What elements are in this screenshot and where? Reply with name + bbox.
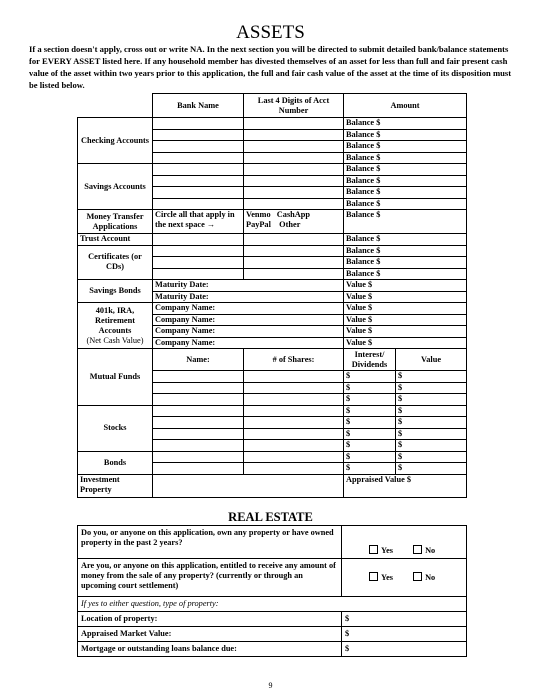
bond-shares-2[interactable]	[244, 463, 344, 475]
checking-acct-digits-1[interactable]	[244, 118, 344, 130]
cd-bank-name-3[interactable]	[153, 268, 244, 280]
fund-name-1[interactable]	[153, 371, 244, 383]
real-estate-table	[77, 525, 467, 657]
page-number: 9	[268, 681, 273, 690]
retirement-company-4[interactable]: Company Name:	[153, 337, 344, 349]
no-checkbox-2[interactable]	[413, 573, 435, 582]
yes-label: Yes	[381, 573, 393, 582]
stock-value-2[interactable]: $	[396, 417, 467, 429]
bond-shares-1[interactable]	[244, 451, 344, 463]
checking-bank-name-2[interactable]	[153, 129, 244, 141]
stock-name-4[interactable]	[153, 440, 244, 452]
investment-property-details[interactable]	[153, 474, 344, 497]
cd-balance-3[interactable]: Balance $	[344, 268, 467, 280]
yes-checkbox-1[interactable]	[369, 546, 393, 555]
mortgage-balance-label: Mortgage or outstanding loans balance due:	[78, 642, 342, 657]
savings-acct-digits-1[interactable]	[244, 164, 344, 176]
yes-checkbox-2[interactable]	[369, 573, 393, 582]
fund-name-3[interactable]	[153, 394, 244, 406]
page-title: ASSETS	[236, 22, 305, 43]
property-type-field[interactable]: If yes to either question, type of property:	[78, 597, 467, 612]
checking-accounts-label: Checking Accounts	[78, 118, 153, 164]
amount-header: Amount	[344, 94, 467, 118]
investment-appraised-value[interactable]: Appraised Value $	[344, 474, 467, 497]
retirement-company-3[interactable]: Company Name:	[153, 326, 344, 338]
blank-corner-cell	[78, 94, 153, 118]
stock-name-2[interactable]	[153, 417, 244, 429]
fund-interest-2[interactable]: $	[344, 382, 396, 394]
bank-name-header: Bank Name	[153, 94, 244, 118]
no-label: No	[425, 573, 436, 582]
property-ownership-answer	[342, 526, 467, 559]
stock-interest-2[interactable]: $	[344, 417, 396, 429]
checking-balance-1[interactable]: Balance $	[344, 118, 467, 130]
interest-column-header: Interest/ Dividends	[344, 349, 396, 371]
fund-shares-2[interactable]	[244, 382, 344, 394]
savings-bank-name-1[interactable]	[153, 164, 244, 176]
retirement-label-text: 401k, IRA, Retirement Accounts	[95, 305, 135, 335]
checkbox-icon[interactable]	[413, 545, 422, 554]
no-checkbox-1[interactable]	[413, 546, 435, 555]
checking-acct-digits-4[interactable]	[244, 152, 344, 164]
checkbox-icon[interactable]	[369, 572, 378, 581]
stock-value-3[interactable]: $	[396, 428, 467, 440]
real-estate-title: REAL ESTATE	[228, 510, 313, 524]
trust-balance[interactable]: Balance $	[344, 234, 467, 246]
savings-accounts-label: Savings Accounts	[78, 164, 153, 210]
money-transfer-apps-cell[interactable]	[244, 210, 344, 234]
bond-row-value-1[interactable]: $	[396, 451, 467, 463]
retirement-company-2[interactable]: Company Name:	[153, 314, 344, 326]
property-sale-question: Are you, or anyone on this application, entitled to receive any amount of money from the sale of any property? (currently or through an upcoming court settlement)	[78, 559, 342, 597]
fund-shares-3[interactable]	[244, 394, 344, 406]
checking-bank-name-4[interactable]	[153, 152, 244, 164]
name-column-header: Name:	[153, 349, 244, 371]
bonds-label: Bonds	[78, 451, 153, 474]
savings-balance-3[interactable]: Balance $	[344, 187, 467, 199]
savings-acct-digits-2[interactable]	[244, 175, 344, 187]
cd-bank-name-1[interactable]	[153, 245, 244, 257]
savings-bank-name-3[interactable]	[153, 187, 244, 199]
savings-acct-digits-4[interactable]	[244, 198, 344, 210]
savings-acct-digits-3[interactable]	[244, 187, 344, 199]
bond-interest-1[interactable]: $	[344, 451, 396, 463]
bond-row-value-2[interactable]: $	[396, 463, 467, 475]
shares-column-header: # of Shares:	[244, 349, 344, 371]
money-transfer-balance[interactable]: Balance $	[344, 210, 467, 234]
checking-balance-3[interactable]: Balance $	[344, 141, 467, 153]
appraised-value-label: Appraised Market Value:	[78, 627, 342, 642]
circle-all-instruction: Circle all that apply in the next space →	[153, 210, 244, 234]
savings-bonds-label: Savings Bonds	[78, 280, 153, 303]
property-ownership-question: Do you, or anyone on this application, own any property or have owned property in the past 2 years?	[78, 526, 342, 559]
property-location-field[interactable]: $	[342, 612, 467, 627]
checkbox-icon[interactable]	[413, 572, 422, 581]
trust-acct-digits[interactable]	[244, 234, 344, 246]
fund-value-3[interactable]: $	[396, 394, 467, 406]
retirement-label	[78, 303, 153, 349]
stocks-label: Stocks	[78, 405, 153, 451]
investment-property-label: Investment Property	[78, 474, 153, 497]
fund-name-2[interactable]	[153, 382, 244, 394]
stock-shares-1[interactable]	[244, 405, 344, 417]
stock-name-3[interactable]	[153, 428, 244, 440]
fund-shares-1[interactable]	[244, 371, 344, 383]
checkbox-icon[interactable]	[369, 545, 378, 554]
trust-account-label: Trust Account	[78, 234, 153, 246]
savings-balance-1[interactable]: Balance $	[344, 164, 467, 176]
checking-bank-name-3[interactable]	[153, 141, 244, 153]
retirement-value-2[interactable]: Value $	[344, 314, 467, 326]
yes-label: Yes	[381, 546, 393, 555]
assets-table	[77, 93, 467, 498]
maturity-date-1[interactable]: Maturity Date:	[153, 280, 344, 292]
checking-balance-2[interactable]: Balance $	[344, 129, 467, 141]
cd-bank-name-2[interactable]	[153, 257, 244, 269]
stock-value-4[interactable]: $	[396, 440, 467, 452]
mutual-funds-label: Mutual Funds	[78, 349, 153, 406]
maturity-date-2[interactable]: Maturity Date:	[153, 291, 344, 303]
savings-balance-4[interactable]: Balance $	[344, 198, 467, 210]
cd-balance-1[interactable]: Balance $	[344, 245, 467, 257]
stock-interest-4[interactable]: $	[344, 440, 396, 452]
stock-interest-1[interactable]: $	[344, 405, 396, 417]
fund-interest-1[interactable]: $	[344, 371, 396, 383]
stock-name-1[interactable]	[153, 405, 244, 417]
savings-bank-name-2[interactable]	[153, 175, 244, 187]
retirement-value-4[interactable]: Value $	[344, 337, 467, 349]
retirement-company-1[interactable]: Company Name:	[153, 303, 344, 315]
stock-shares-2[interactable]	[244, 417, 344, 429]
fund-value-1[interactable]: $	[396, 371, 467, 383]
money-transfer-label: Money Transfer Applications	[78, 210, 153, 234]
apps-line-1[interactable]: Venmo CashApp	[246, 210, 311, 219]
fund-interest-3[interactable]: $	[344, 394, 396, 406]
bond-name-2[interactable]	[153, 463, 244, 475]
property-sale-answer	[342, 559, 467, 597]
cd-acct-digits-3[interactable]	[244, 268, 344, 280]
checking-acct-digits-2[interactable]	[244, 129, 344, 141]
instructions-text: If a section doesn't apply, cross out or write NA. In the next section you will be directed to submit detailed bank/balance statements for EVERY ASSET listed here. If any household member has divested themselves of an asset for less than full and fair present cash value of the asset within two years prior to this application, the full and fair cash value of the asset at the time of its disposition must be listed below.	[29, 44, 512, 90]
apps-line-2[interactable]: PayPal Other	[246, 220, 301, 229]
stock-value-1[interactable]: $	[396, 405, 467, 417]
value-column-header: Value	[396, 349, 467, 371]
certificates-label: Certificates (or CDs)	[78, 245, 153, 280]
checking-balance-4[interactable]: Balance $	[344, 152, 467, 164]
last4-header: Last 4 Digits of Acct Number	[244, 94, 344, 118]
bond-name-1[interactable]	[153, 451, 244, 463]
stock-shares-3[interactable]	[244, 428, 344, 440]
stock-shares-4[interactable]	[244, 440, 344, 452]
cd-balance-2[interactable]: Balance $	[344, 257, 467, 269]
checking-acct-digits-3[interactable]	[244, 141, 344, 153]
no-label: No	[425, 546, 436, 555]
bond-interest-2[interactable]: $	[344, 463, 396, 475]
net-cash-value-note: (Net Cash Value)	[86, 335, 144, 345]
fund-value-2[interactable]: $	[396, 382, 467, 394]
bond-value-1[interactable]: Value $	[344, 280, 467, 292]
savings-bank-name-4[interactable]	[153, 198, 244, 210]
mortgage-balance-field[interactable]: $	[342, 642, 467, 657]
retirement-value-1[interactable]: Value $	[344, 303, 467, 315]
property-location-label: Location of property:	[78, 612, 342, 627]
retirement-value-3[interactable]: Value $	[344, 326, 467, 338]
stock-interest-3[interactable]: $	[344, 428, 396, 440]
savings-balance-2[interactable]: Balance $	[344, 175, 467, 187]
checking-bank-name-1[interactable]	[153, 118, 244, 130]
cd-acct-digits-1[interactable]	[244, 245, 344, 257]
appraised-value-field[interactable]: $	[342, 627, 467, 642]
trust-bank-name[interactable]	[153, 234, 244, 246]
cd-acct-digits-2[interactable]	[244, 257, 344, 269]
bond-value-2[interactable]: Value $	[344, 291, 467, 303]
